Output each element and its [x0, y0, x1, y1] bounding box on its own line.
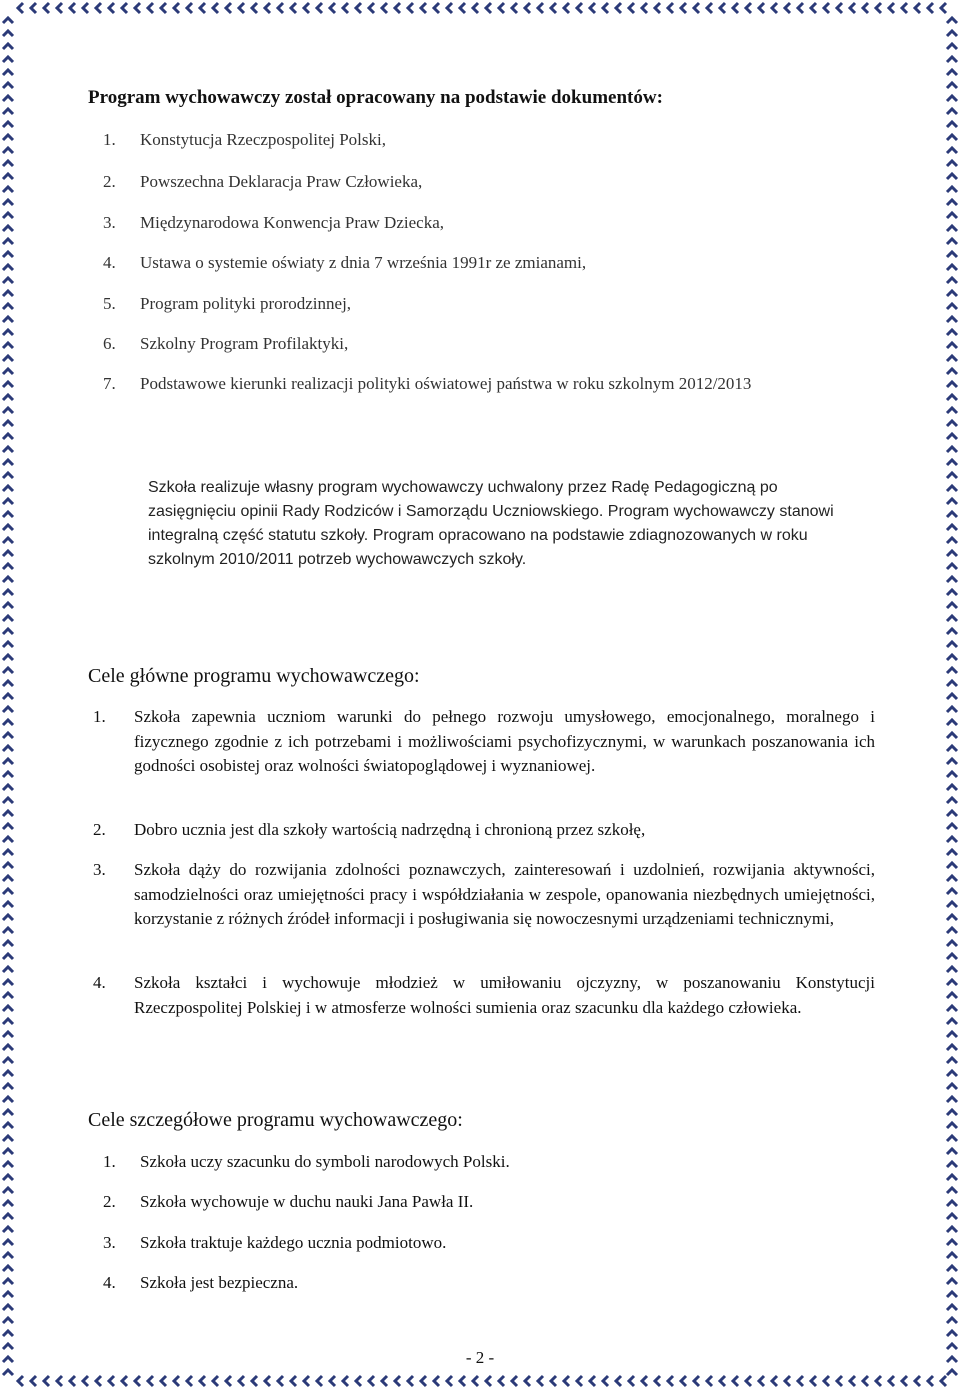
list-item: Międzynarodowa Konwencja Praw Dziecka,: [140, 213, 444, 232]
list-item: Szkoła traktuje każdego ucznia podmiotowo.: [140, 1233, 447, 1252]
list-item: Szkoła zapewnia uczniom warunki do pełnego rozwoju umysłowego, emocjonalnego, moralnego i fizycznego zgodnie z ich potrzebami i możliwościami psychofizycznymi, w warunkach poszanowania ich godności osobistej oraz wolności światopoglądowej i wyznaniowej.: [134, 707, 875, 775]
list-item-number: 5.: [103, 294, 116, 313]
list-item: Szkoła jest bezpieczna.: [140, 1273, 299, 1292]
list-item-number: 2.: [93, 820, 106, 839]
list-item: Szkolny Program Profilaktyki,: [140, 334, 349, 353]
list-item: Szkoła wychowuje w duchu nauki Jana Pawła II.: [140, 1192, 474, 1211]
list-item: [103, 372, 875, 396]
list-item: Ustawa o systemie oświaty z dnia 7 września 1991r ze zmianami,: [140, 253, 587, 272]
list-item-text: Podstawowe kierunki realizacji polityki oświatowej państwa w roku szkolnym 2012/2013: [140, 374, 752, 393]
list-item: Szkoła dąży do rozwijania zdolności poznawczych, zainteresowań i uzdolnień, rozwijania aktywności, samodzielności oraz umiejętności pracy i współdziałania w zespole, opanowania niezbędnych umiejętności, korzystanie z różnych źródeł informacji i posługiwania się nowoczesnymi urządzeniami technicznymi,: [134, 860, 875, 928]
list-item-number: 6.: [103, 334, 116, 353]
list-item-number: 2.: [103, 1192, 116, 1211]
list-item: Dobro ucznia jest dla szkoły wartością nadrzędną i chronioną przez szkołę,: [134, 820, 646, 839]
list-item: Szkoła kształci i wychowuje młodzież w umiłowaniu ojczyzny, w poszanowaniu Konstytucji Rzeczpospolitej Polskiej i w atmosferze wolności sumienia oraz szacunku dla każdego człowieka.: [134, 973, 875, 1017]
intro-paragraph: Szkoła realizuje własny program wychowawczy uchwalony przez Radę Pedagogiczną po zasięgnięciu opinii Rady Rodziców i Samorządu Uczniowskiego. Program wychowawczy stanowi integralną część statutu szkoły. Program opracowano na podstawie zdiagnozowanych w roku szkolnym 2010/2011 potrzeb wychowawczych szkoły.: [148, 479, 834, 568]
list-item-number: 3.: [93, 860, 106, 879]
list-item-number: 1.: [103, 1152, 116, 1171]
list-item-number: 4.: [103, 1273, 116, 1292]
list-item-number: 1.: [103, 130, 116, 149]
list-item-number: 3.: [103, 213, 116, 232]
list-item: Program polityki prorodzinnej,: [140, 294, 352, 313]
main-goals-heading: Cele główne programu wychowawczego:: [88, 665, 420, 687]
list-item: Szkoła uczy szacunku do symboli narodowych Polski.: [140, 1152, 510, 1171]
detailed-goals-heading: Cele szczegółowe programu wychowawczego:: [88, 1109, 463, 1131]
list-item: Konstytucja Rzeczpospolitej Polski,: [140, 130, 386, 149]
list-item-number: 3.: [103, 1233, 116, 1252]
page-number: - 2 -: [465, 1348, 495, 1367]
list-item-number: 4.: [103, 253, 116, 272]
list-item-number: 4.: [93, 973, 106, 992]
list-item: Powszechna Deklaracja Praw Człowieka,: [140, 172, 423, 191]
list-item-number: 2.: [103, 172, 116, 191]
list-item-number: 7.: [103, 374, 116, 393]
sources-heading: Program wychowawczy został opracowany na podstawie dokumentów:: [88, 87, 663, 108]
list-item-number: 1.: [93, 707, 106, 726]
